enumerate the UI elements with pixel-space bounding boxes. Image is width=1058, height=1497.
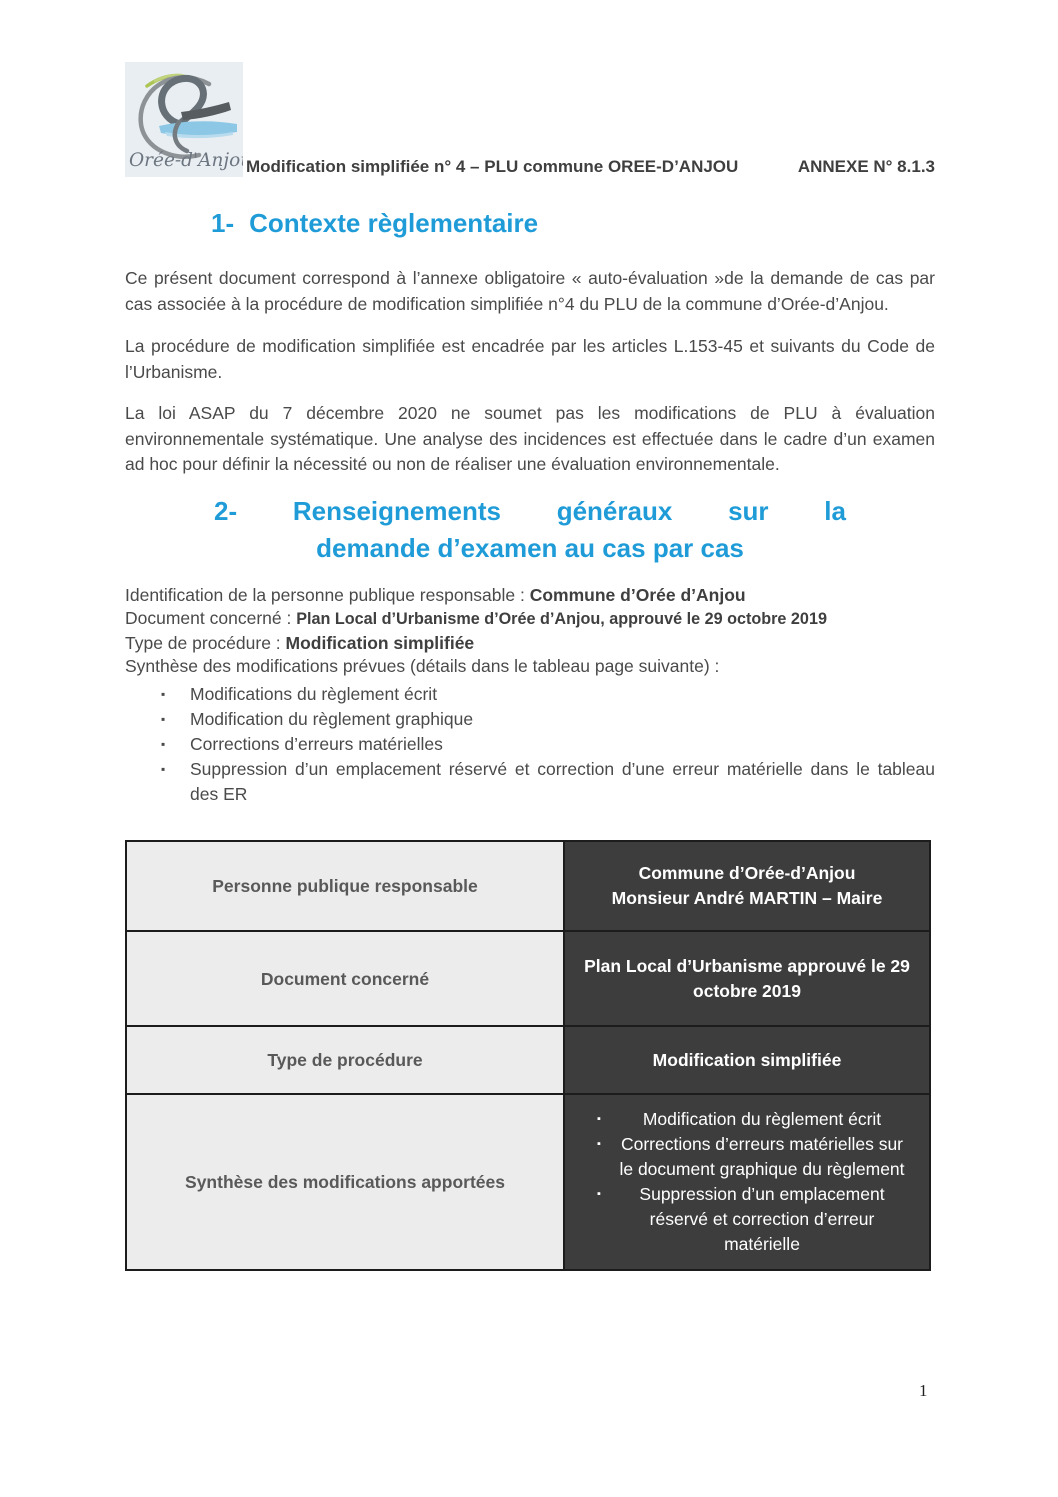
row-value	[564, 841, 930, 931]
content-column	[125, 62, 935, 807]
list-item: ▪ Modifications du règlement écrit	[125, 682, 935, 707]
list-item: ▪ Modification du règlement graphique	[125, 707, 935, 732]
table-bullet-list	[581, 1095, 913, 1269]
section2-title-word: généraux	[556, 495, 673, 526]
field-label: Document concerné :	[125, 608, 297, 628]
summary-table	[125, 840, 931, 1271]
modifications-bullet-list	[125, 682, 935, 807]
table-row	[126, 841, 930, 931]
section1-heading	[211, 209, 935, 237]
row-label: Synthèse des modifications apportées	[126, 1094, 564, 1270]
section2-title-line2: demande d’examen au cas par cas	[316, 532, 744, 563]
paragraph: La procédure de modification simplifiée est encadrée par les articles L.153-45 et suivants du Code de l’Urbanisme.	[125, 336, 935, 382]
list-item: ▪ Corrections d’erreurs matérielles	[125, 732, 935, 757]
section2-title-line1	[214, 493, 846, 530]
field-label: Identification de la personne publique responsable :	[125, 584, 530, 605]
field-responsable	[125, 584, 935, 608]
field-value: Plan Local d’Urbanisme d’Orée d’Anjou, approuvé le 29 octobre 2019	[296, 610, 827, 628]
table-row	[126, 931, 930, 1026]
running-header	[243, 157, 935, 177]
synthesis-intro: Synthèse des modifications prévues (détails dans le tableau page suivante) :	[125, 656, 720, 676]
row-label: Document concerné	[126, 931, 564, 1026]
identification-fields	[125, 584, 935, 679]
row-label: Personne publique responsable	[126, 841, 564, 931]
row-value	[564, 1094, 930, 1270]
field-procedure	[125, 632, 935, 656]
field-label: Type de procédure :	[125, 632, 286, 653]
paragraph: La loi ASAP du 7 décembre 2020 ne soumet pas les modifications de PLU à évaluation environnementale systématique. Une analyse des incidences est effectuée dans le cadre d’un examen ad hoc pour définir la nécessité ou non de réaliser une évaluation environnementale.	[125, 403, 935, 474]
row-value: Modification simplifiée	[564, 1026, 930, 1094]
page-number: 1	[919, 1381, 928, 1400]
logo-swirl-icon	[125, 62, 243, 177]
section2-number: 2-	[214, 495, 238, 526]
field-value: Commune d’Orée d’Anjou	[529, 584, 746, 605]
row-label: Type de procédure	[126, 1026, 564, 1094]
value-line: Commune d’Orée-d’Anjou	[638, 863, 856, 883]
section1-number: 1-	[211, 208, 235, 238]
section2-title-word: sur	[728, 495, 769, 526]
table-row	[126, 1094, 930, 1270]
oree-d-anjou-logo	[125, 62, 243, 177]
section1-title: Contexte règlementaire	[249, 208, 539, 238]
row-value: Plan Local d’Urbanisme approuvé le 29 octobre 2019	[564, 931, 930, 1026]
field-document	[125, 607, 935, 632]
list-item: ▪ Suppression d’un emplacement réservé et correction d’une erreur matérielle dans le tableau des ER	[125, 757, 935, 807]
section2-title-word: Renseignements	[292, 495, 501, 526]
list-item: ▪ Corrections d’erreurs matérielles sur le document graphique du règlement	[597, 1132, 905, 1182]
header-title: Modification simplifiée n° 4 – PLU commune OREE-D’ANJOU	[246, 157, 739, 176]
field-value: Modification simplifiée	[285, 632, 475, 653]
list-item: ▪ Suppression d’un emplacement réservé et correction d’erreur matérielle	[597, 1182, 905, 1257]
logo-text: Orée-d'Anjou	[129, 150, 243, 171]
header-annexe: ANNEXE N° 8.1.3	[797, 157, 935, 176]
page-header	[125, 62, 935, 177]
section2-title-word: la	[824, 495, 846, 526]
table-row	[126, 1026, 930, 1094]
section2-heading	[214, 493, 846, 567]
paragraph: Ce présent document correspond à l’annexe obligatoire « auto-évaluation »de la demande de cas par cas associée à la procédure de modification simplifiée n°4 du PLU de la commune d’Orée-d’Anjou.	[125, 268, 935, 314]
list-item: ▪ Modification du règlement écrit	[597, 1107, 905, 1132]
value-line: Monsieur André MARTIN – Maire	[611, 888, 883, 908]
